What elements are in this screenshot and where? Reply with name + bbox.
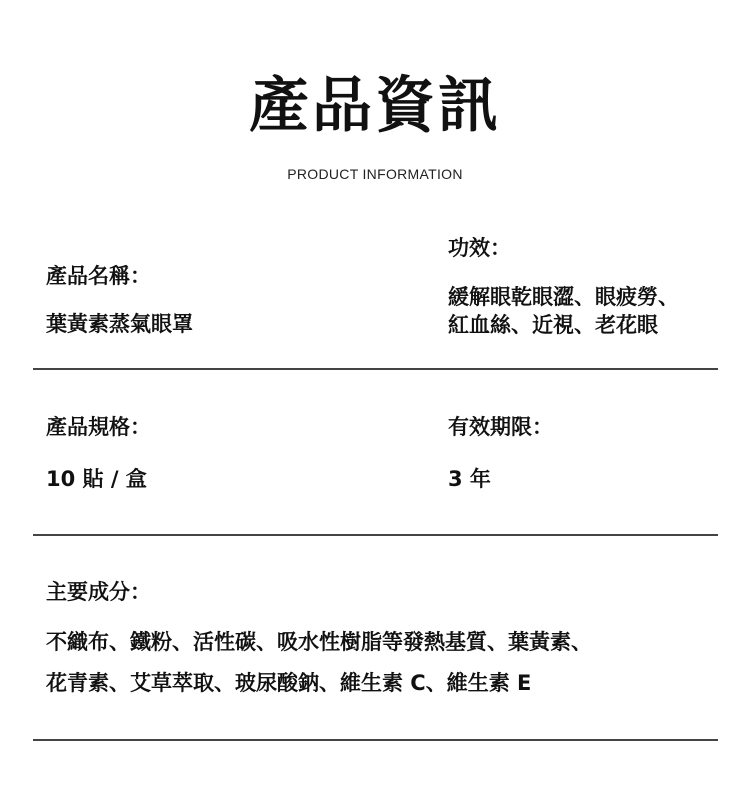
product-name-label: 產品名稱： xyxy=(46,264,151,288)
shelf-life-label: 有效期限： xyxy=(448,415,553,439)
section-divider-3 xyxy=(33,739,718,741)
page-subtitle: PRODUCT INFORMATION xyxy=(287,166,463,182)
section-divider-1 xyxy=(33,368,718,370)
ingredients-label: 主要成分： xyxy=(46,580,151,604)
ingredients-line-1: 不織布、鐵粉、活性碳、吸水性樹脂等發熱基質、葉黃素、 xyxy=(46,630,592,654)
specification-value: 10 貼 / 盒 xyxy=(46,467,147,491)
section-divider-2 xyxy=(33,534,718,536)
page-title: 產品資訊 xyxy=(249,71,501,141)
product-name-value: 葉黃素蒸氣眼罩 xyxy=(46,312,193,336)
efficacy-label: 功效： xyxy=(448,236,511,260)
specification-label: 產品規格： xyxy=(46,415,151,439)
efficacy-line-2: 紅血絲、近視、老花眼 xyxy=(448,313,658,337)
efficacy-line-1: 緩解眼乾眼澀、眼疲勞、 xyxy=(448,285,679,309)
shelf-life-value: 3 年 xyxy=(448,467,491,491)
ingredients-line-2: 花青素、艾草萃取、玻尿酸鈉、維生素 C、維生素 E xyxy=(46,671,532,695)
